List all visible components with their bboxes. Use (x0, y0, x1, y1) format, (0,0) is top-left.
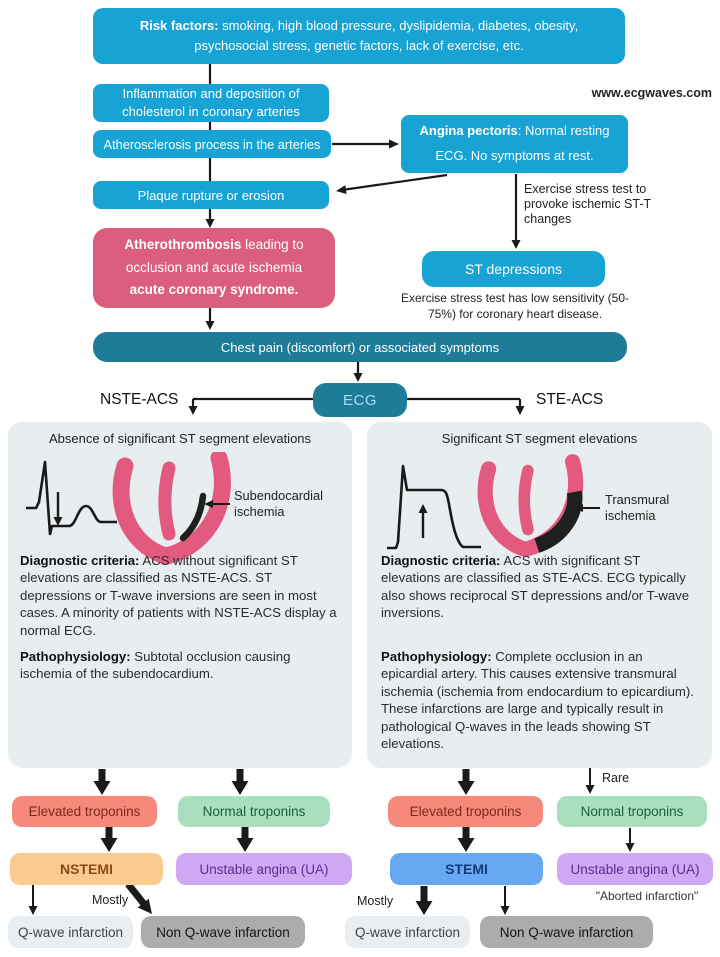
ecg-node: ECG (313, 383, 407, 417)
stress-test-note: Exercise stress test to provoke ischemic ST-T changes (524, 182, 651, 226)
normal-troponins-box-nste: Normal troponins (178, 796, 330, 827)
nste-diagnostic-criteria-text: Diagnostic criteria: ACS without significant ST elevations are classified as NSTE-ACS. ST depressions or T-wave inversions are seen in most cases. A minority of patients with NSTE-ACS display a normal ECG. (20, 553, 337, 638)
ste-panel (367, 422, 712, 768)
mostly-label-nste: Mostly (92, 893, 129, 907)
non-q-wave-infarction-box-ste: Non Q-wave infarction (480, 916, 653, 948)
sensitivity-note: Exercise stress test has low sensitivity (50-75%) for coronary heart disease. (400, 291, 630, 321)
ste-pathophysiology-text: Pathophysiology: Complete occlusion in an epicardial artery. This causes extensive transmural ischemia (ischemia from endocardium to epicardium). These infarctions are large and typically result in pathological Q-waves in the leads showing ST elevations. (381, 649, 694, 752)
angina-text: Angina pectoris: Normal resting ECG. No symptoms at rest. (419, 123, 610, 163)
aborted-infarction-label: "Aborted infarction" (595, 889, 699, 903)
ste-panel-title: Significant ST segment elevations (441, 431, 638, 446)
atherosclerosis-box: Atherosclerosis process in the arteries (93, 130, 331, 158)
chest-pain-bar: Chest pain (discomfort) or associated symptoms (93, 332, 627, 362)
ischemia-pointer-arrow (202, 498, 232, 510)
nste-pathophysiology-text: Pathophysiology: Subtotal occlusion causing ischemia of the subendocardium. (20, 649, 291, 682)
site-watermark: www.ecgwaves.com (591, 86, 712, 100)
q-wave-infarction-box-ste: Q-wave infarction (345, 916, 470, 948)
risk-factors-box (93, 8, 625, 64)
transmural-ischemia-label: Transmural ischemia (605, 492, 670, 523)
rare-label: Rare (602, 771, 630, 785)
mostly-label-ste: Mostly (357, 894, 394, 908)
unstable-angina-box-ste: Unstable angina (UA) (557, 853, 713, 885)
subendocardial-ischemia-label: Subendocardial ischemia (234, 488, 323, 519)
ste-diagnostic-criteria-text: Diagnostic criteria: ACS with significant ST elevations are classified as STE-ACS. ECG typically also shows reciprocal ST depressions and/or T-wave inversions. (381, 553, 690, 621)
stemi-box: STEMI (390, 853, 543, 885)
unstable-angina-box-nste: Unstable angina (UA) (176, 853, 352, 885)
nste-acs-label: NSTE-ACS (100, 391, 179, 408)
ste-acs-label: STE-ACS (536, 391, 604, 408)
angina-pectoris-box (401, 115, 628, 173)
q-wave-infarction-box-nste: Q-wave infarction (8, 916, 133, 948)
inflammation-box: Inflammation and deposition of cholesterol in coronary arteries (93, 84, 329, 122)
atherothrombosis-box (93, 228, 335, 308)
normal-troponins-box-ste: Normal troponins (557, 796, 707, 827)
elevated-troponins-box-ste: Elevated troponins (388, 796, 543, 827)
risk-factors-text: Risk factors: smoking, high blood pressure, dyslipidemia, diabetes, obesity, psychosocial stress, genetic factors, lack of exercise, etc. (139, 17, 579, 53)
atherothrombosis-text: Atherothrombosis leading to occlusion and acute ischemia acute coronary syndrome. (124, 236, 304, 298)
st-depressions-box: ST depressions (422, 251, 605, 287)
non-q-wave-infarction-box-nste: Non Q-wave infarction (141, 916, 305, 948)
ischemia-pointer-arrow (571, 502, 603, 514)
plaque-rupture-box: Plaque rupture or erosion (93, 181, 329, 209)
nstemi-box: NSTEMI (10, 853, 163, 885)
elevated-troponins-box-nste: Elevated troponins (12, 796, 157, 827)
nste-panel (8, 422, 352, 768)
nste-panel-title: Absence of significant ST segment elevations (48, 431, 312, 446)
